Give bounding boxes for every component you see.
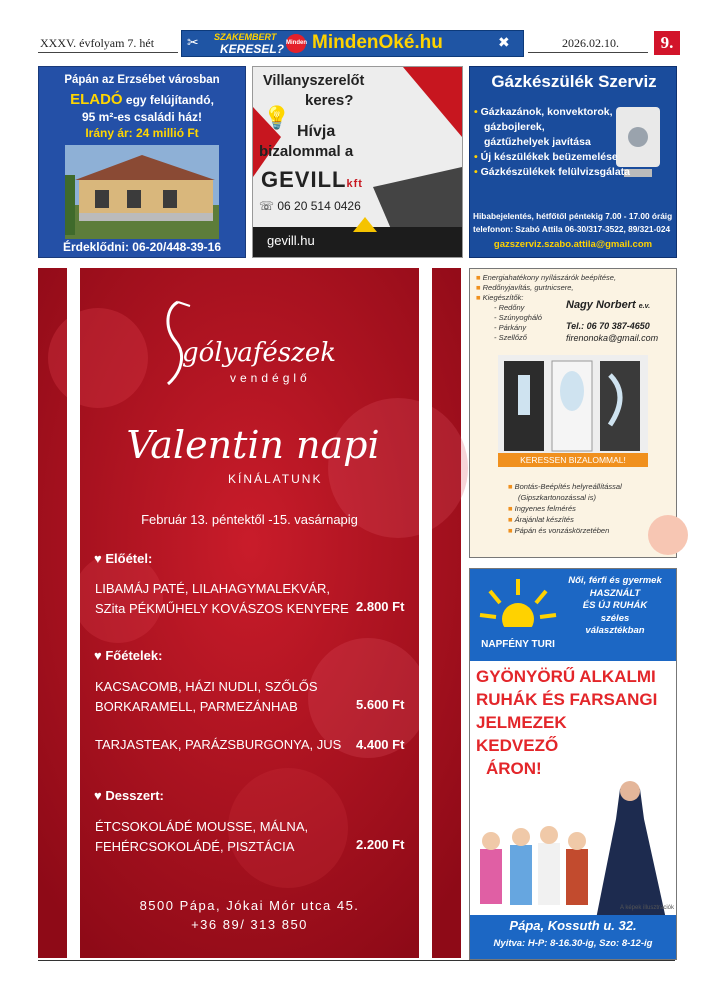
mindenoke-banner[interactable] — [181, 30, 524, 65]
menu-item: KACSACOMB, HÁZI NUDLI, SZŐLŐS BORKARAMELL, PARMEZÁNHAB — [95, 679, 318, 714]
sale-desc: egy felújítandó, — [125, 93, 214, 107]
house-price: Irány ár: 24 millió Ft — [85, 126, 199, 140]
restaurant-address: 8500 Pápa, Jókai Mór utca 45. — [139, 898, 360, 913]
gas-email[interactable]: gazszerviz.szabo.attila@gmail.com — [493, 239, 653, 250]
gevill-phone: 06 20 514 0426 — [277, 199, 361, 213]
clothes-note: A képek illusztrációk — [620, 905, 675, 911]
costume-kids-image — [470, 779, 676, 919]
clothes-address: Pápa, Kossuth u. 32. — [509, 918, 637, 933]
phone-icon: ☏ — [259, 199, 275, 213]
doors-image — [498, 355, 648, 455]
bullet-icon: ■ — [508, 515, 513, 524]
window-owner: Nagy Norbert e.v. — [566, 299, 651, 311]
house-size: 95 m²-es családi ház! — [81, 110, 203, 124]
gas-bullet: gázbojlerek, — [484, 121, 545, 133]
menu-item: ÉTCSOKOLÁDÉ MOUSSE, MÁLNA, FEHÉRCSOKOLÁDÉ, PISZTÁCIA — [95, 819, 309, 854]
gevill-brand-suffix: kft — [346, 178, 363, 190]
restaurant-phone: +36 89/ 313 850 — [191, 917, 308, 932]
bullet-icon: ■ — [508, 504, 513, 513]
heart-icon: ♥ — [94, 648, 102, 663]
window-slogan: KERESSEN BIZALOMMAL! — [498, 453, 648, 467]
gevill-brand-name: GEVILL — [261, 167, 347, 192]
gevill-line2: keres? — [305, 92, 354, 109]
banner-site: MindenOké.hu — [312, 32, 443, 53]
house-sale-line — [39, 91, 245, 108]
clothes-brand: NAPFÉNY TURI — [481, 639, 555, 650]
house-sale-ad[interactable] — [38, 66, 246, 258]
bullet-icon: ■ — [476, 273, 481, 282]
gevill-background — [253, 67, 462, 257]
menu-title: Valentin napi — [126, 423, 380, 467]
house-location: Pápán az Erzsébet városban — [64, 74, 220, 86]
clothes-hours: Nyitva: H-P: 8-16.30-ig, Szo: 8-12-ig — [493, 938, 653, 949]
heart-icon: ♥ — [94, 788, 102, 803]
sun-logo-icon — [478, 575, 558, 637]
bullet-icon: ■ — [476, 283, 481, 292]
volume-info: XXXV. évfolyam 7. hét — [40, 36, 155, 50]
menu-dates: Február 13. péntektől -15. vasárnapig — [141, 512, 358, 527]
heart-icon: ♥ — [94, 551, 102, 566]
gevill-line4: bizalommal a — [259, 143, 354, 160]
menu-item-price: 5.600 Ft — [356, 697, 405, 712]
section-starter-heading: ♥ Előétel: — [94, 551, 153, 566]
menu-item-price: 2.200 Ft — [356, 837, 405, 852]
gas-bullet: • Gázkészülékek felülvizsgálata — [474, 166, 631, 178]
window-email[interactable]: firenonoka@gmail.com — [566, 333, 659, 343]
gas-bullet: gáztűzhelyek javítása — [484, 136, 591, 148]
clothes-headline: GYÖNYÖRŰ ALKALMI RUHÁK ÉS FARSANGI JELMEZEK KEDVEZŐ ÁRON! — [476, 667, 658, 778]
valentine-menu-ad[interactable] — [38, 268, 461, 958]
gas-bullet: • Új készülékek beüzemelése — [474, 151, 618, 163]
gevill-line1: Villanyszerelőt — [263, 73, 365, 89]
menu-item: TARJASTEAK, PARÁZSBURGONYA, JUS — [95, 737, 342, 752]
bullet-icon: ■ — [508, 526, 513, 535]
gas-info1: Hibabejelentés, hétfőtől péntekig 7.00 - 17.00 óráig — [473, 211, 673, 221]
vendeglo-label: vendéglő — [230, 371, 311, 385]
house-contact: Érdeklődni: 06-20/448-39-16 — [62, 240, 222, 254]
gevill-web[interactable]: gevill.hu — [267, 233, 315, 248]
bullet-icon: ■ — [508, 482, 513, 491]
menu-item-price: 4.400 Ft — [356, 737, 405, 752]
page-number: 9. — [654, 31, 680, 55]
gas-info2: telefonon: Szabó Attila 06-30/317-3522, 89/321-024 — [473, 224, 671, 234]
gas-title: Gázkészülék Szerviz — [491, 72, 657, 91]
mindenoke-logo: Minden Oké — [286, 34, 306, 53]
gevill-ad[interactable] — [252, 66, 463, 258]
left-stripe — [67, 268, 80, 958]
gevill-brand — [261, 167, 363, 193]
gas-bullet: • Gázkazánok, konvektorok, — [474, 106, 613, 118]
sale-label: ELADÓ — [70, 91, 123, 108]
wrench-icon: ✖ — [498, 34, 510, 50]
decor-circle — [648, 515, 688, 555]
bullet-icon: ■ — [476, 293, 481, 302]
window-door-ad[interactable] — [469, 268, 677, 558]
clothes-intro: Női, férfi és gyermek HASZNÁLT ÉS ÚJ RUHÁK széles választékban — [568, 575, 662, 636]
window-services: ■ Energiahatékony nyílászárók beépítése, ■ Redőnyjavítás, gurtnicsere, ■ Kiegészítők: - Redőny - Szúnyogháló - Párkány - Szellőző — [476, 273, 617, 342]
section-main-heading: ♥ Főételek: — [94, 648, 163, 663]
bottom-rule — [38, 960, 675, 961]
tools-icon: ✂ — [187, 34, 199, 50]
window-tel: Tel.: 06 70 387-4650 — [566, 321, 650, 331]
section-dessert-heading: ♥ Desszert: — [94, 788, 164, 803]
golyafeszek-logo: gólyafészek — [182, 338, 336, 368]
menu-subtitle: KÍNÁLATUNK — [228, 472, 323, 486]
gevill-phone-row — [259, 199, 361, 213]
window-extras: ■ Bontás-Beépítés helyreállítással (Gipszkartonozással is) ■ Ingyenes felmérés ■ Árajánlat készítés ■ Pápán és vonzáskörzetében — [508, 482, 622, 535]
issue-date: 2026.02.10. — [562, 36, 619, 50]
banner-line1: SZAKEMBERT — [214, 32, 277, 42]
menu-item: LIBAMÁJ PATÉ, LILAHAGYMALEKVÁR, SZita PÉKMŰHELY KOVÁSZOS KENYERE — [95, 581, 349, 616]
gevill-line3: Hívja — [297, 123, 336, 140]
right-stripe — [419, 268, 432, 958]
house-photo — [65, 145, 219, 239]
napfeny-turi-ad[interactable] — [469, 568, 677, 960]
header-rule-right — [528, 52, 648, 53]
lightbulb-icon: 💡 — [263, 105, 291, 130]
gas-service-ad[interactable] — [469, 66, 677, 258]
menu-item-price: 2.800 Ft — [356, 599, 405, 614]
banner-line2: KERESEL? — [220, 42, 285, 56]
header-rule-left — [38, 52, 178, 53]
gas-bullets — [474, 105, 630, 180]
